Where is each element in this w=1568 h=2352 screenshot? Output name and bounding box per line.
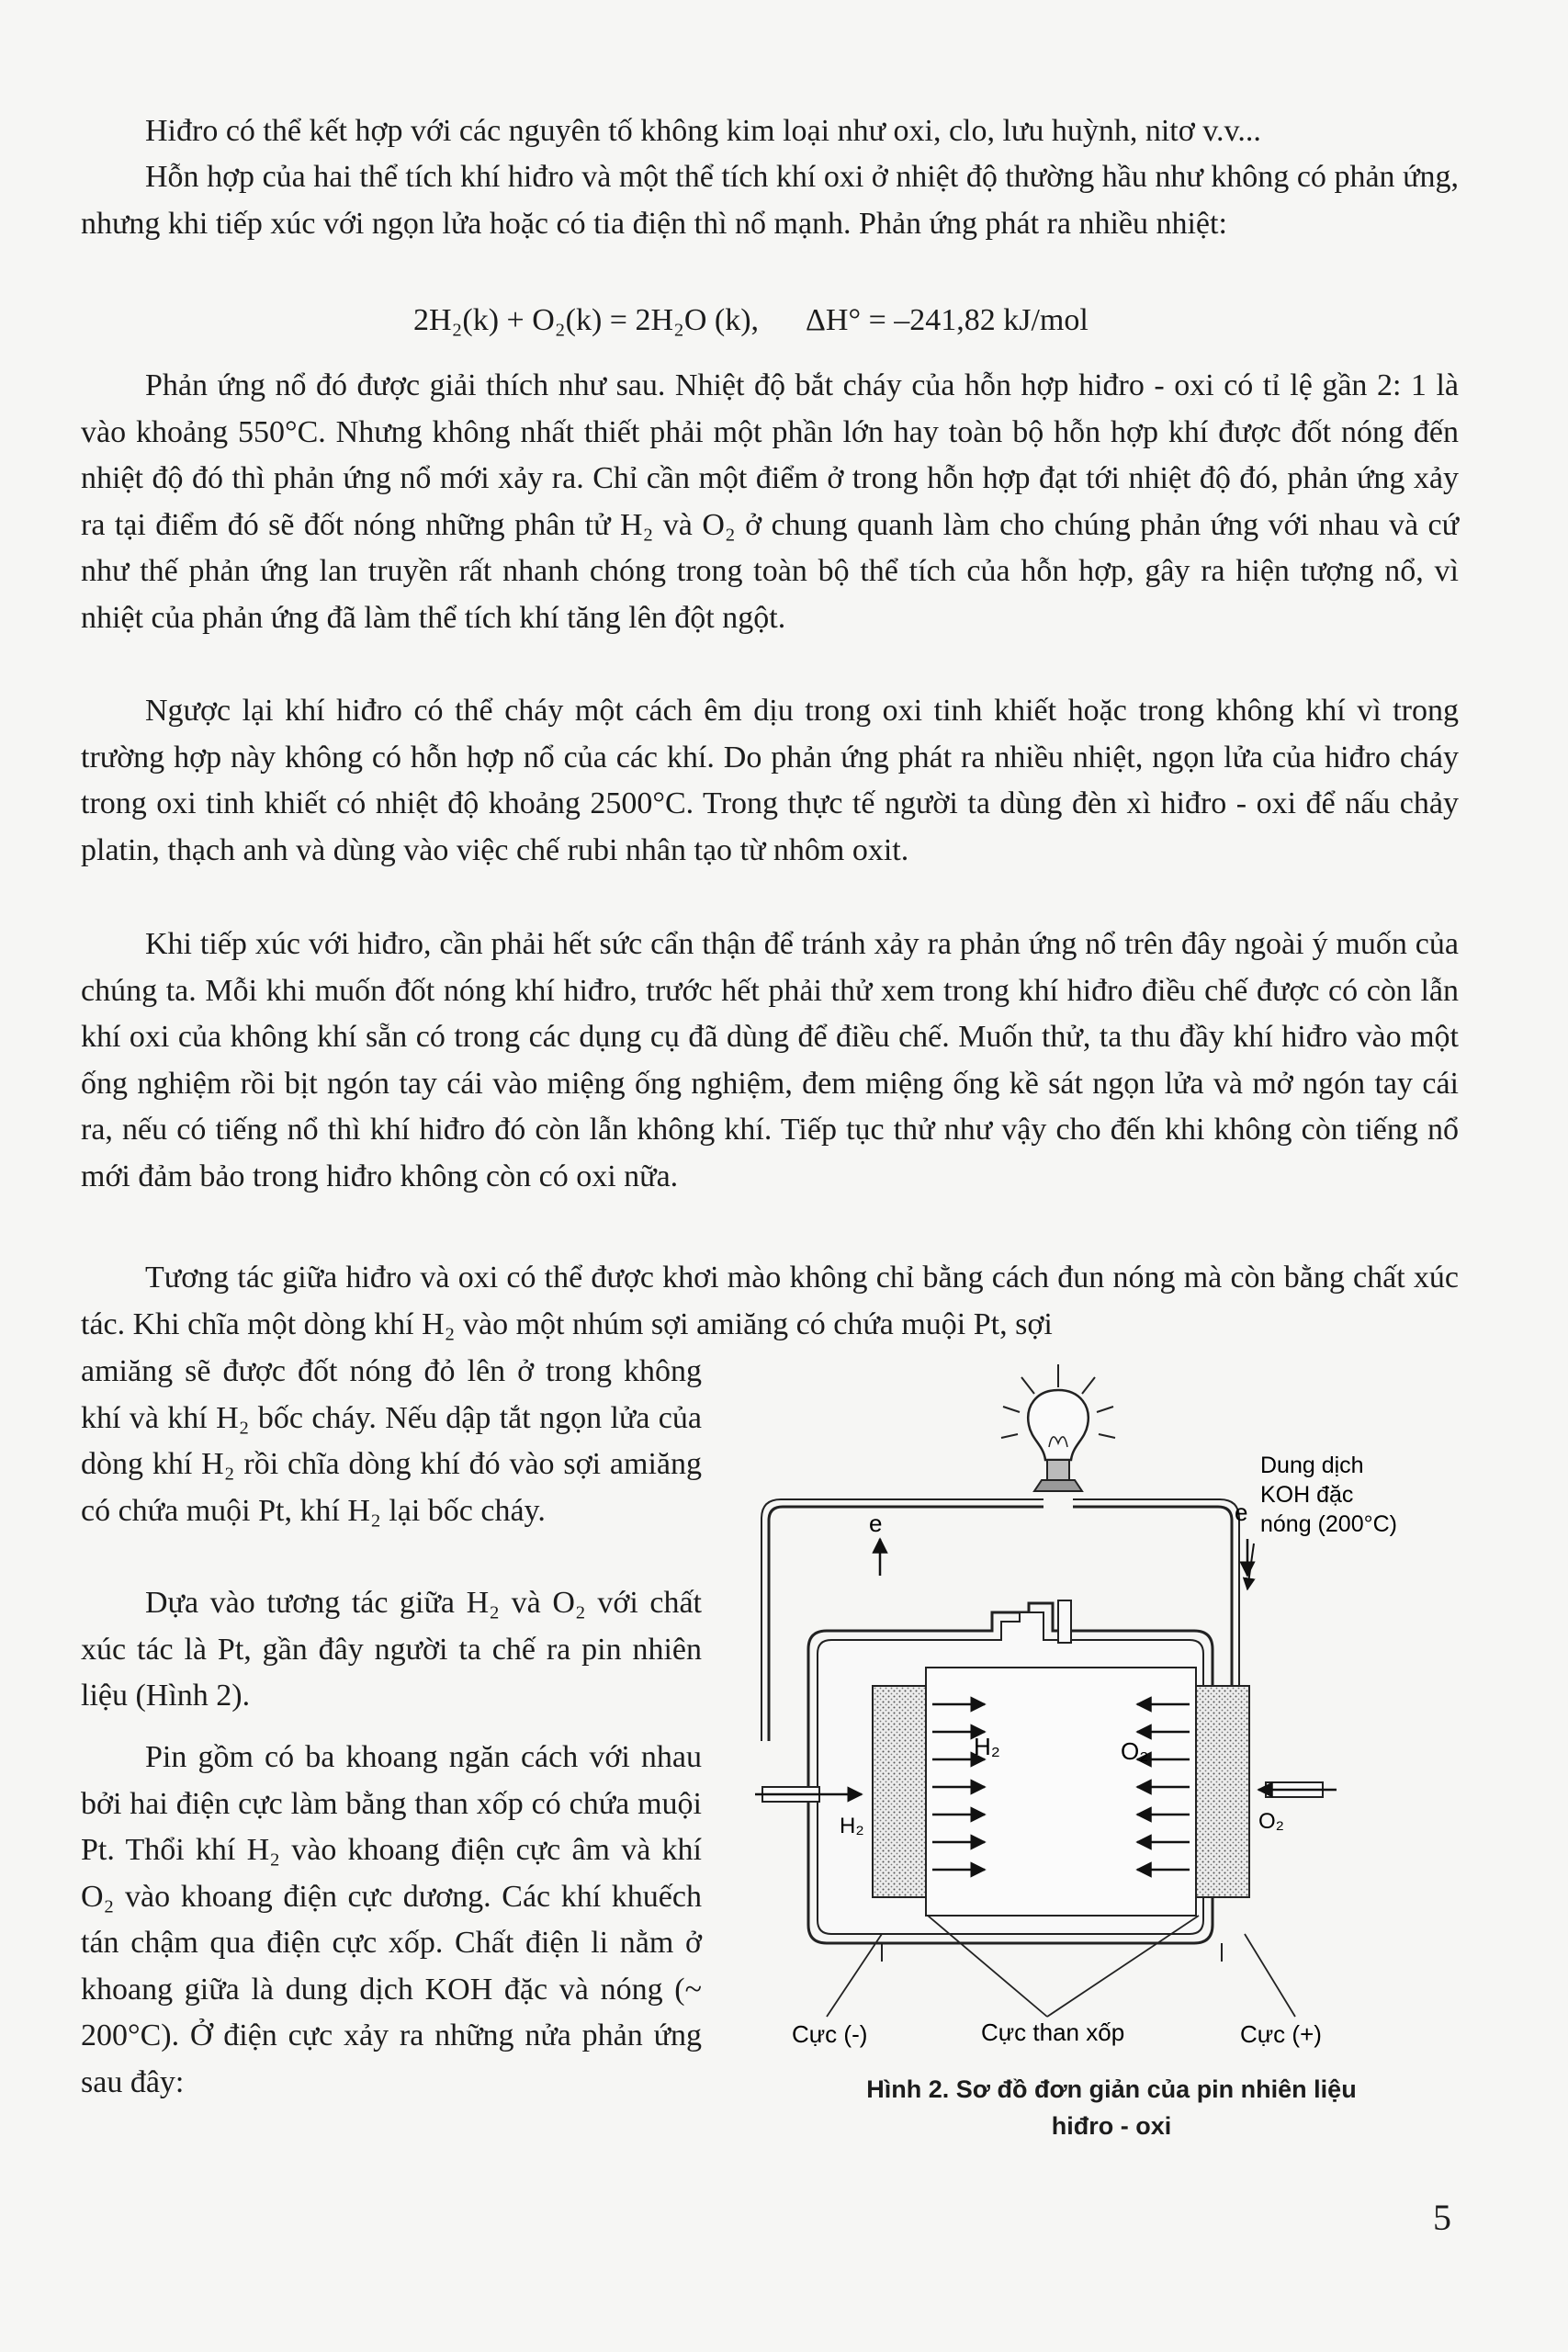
- o2-inlet-label: O₂: [1258, 1809, 1284, 1834]
- h2-chamber-label: H₂: [974, 1733, 1000, 1760]
- positive-electrode: [1196, 1686, 1249, 1897]
- o2-chamber-label: O₂: [1121, 1737, 1149, 1765]
- koh-label-line2: KOH đặc: [1260, 1482, 1354, 1508]
- paragraph-6: Tương tác giữa hiđro và oxi có thể được khơi mào không chỉ bằng cách đun nóng mà còn bằng chất xúc tác. Khi chĩa một dòng khí H₂ vào một nhúm sợi amiăng có chứa muội Pt, sợi: [81, 1261, 1459, 1341]
- paragraph-6-continued: amiăng sẽ được đốt nóng đỏ lên ở trong không khí và khí H₂ bốc cháy. Nếu dập tắt ngọn lửa của dòng khí H₂ rồi chĩa dòng khí đó vào sợi amiăng có chứa muội Pt, khí H₂ lại bốc cháy.: [81, 1354, 702, 1528]
- paragraph-7: Dựa vào tương tác giữa H₂ và O₂ với chất xúc tác là Pt, gần đây người ta chế ra pin nhiên liệu (Hình 2).: [81, 1586, 702, 1713]
- positive-pole-label: Cực (+): [1240, 2020, 1322, 2048]
- vent-tube: [1058, 1600, 1071, 1643]
- paragraph-3: Phản ứng nổ đó được giải thích như sau. Nhiệt độ bắt cháy của hỗn hợp hiđro - oxi có tỉ lệ gần 2: 1 là vào khoảng 550°C. Nhưng không nhất thiết phải một phần lớn hay toàn bộ hỗn hợp khí được đốt nóng đến nhiệt độ đó thì phản ứng nổ mới xảy ra. Chỉ cần một điểm ở trong hỗn hợp đạt tới nhiệt độ đó, phản ứng xảy ra tại điểm đó sẽ đốt nóng những phân tử H₂ và O₂ ở chung quanh làm cho chúng phản ứng với nhau và cứ như thế phản ứng lan truyền rất nhanh chóng trong toàn bộ thể tích của hỗn hợp, gây ra hiện tượng nổ, vì nhiệt của phản ứng đã làm thể tích khí tăng lên đột ngột.: [81, 368, 1459, 635]
- paragraph-4: Ngược lại khí hiđro có thể cháy một cách êm dịu trong oxi tinh khiết hoặc trong không khí vì trong trường hợp này không có hỗn hợp nổ của các khí. Do phản ứng phát ra nhiều nhiệt, ngọn lửa của hiđro cháy trong oxi tinh khiết có nhiệt độ khoảng 2500°C. Trong thực tế người ta dùng đèn xì hiđro - oxi để nấu chảy platin, thạch anh và dùng vào việc chế rubi nhân tạo từ nhôm oxit.: [81, 694, 1459, 867]
- figure-caption: [799, 2071, 1424, 2144]
- negative-electrode: [873, 1686, 926, 1897]
- negative-pointer: [827, 1934, 882, 2017]
- positive-pointer: [1245, 1934, 1295, 2017]
- light-bulb-icon: [1001, 1364, 1115, 1491]
- paragraph-8: Pin gồm có ba khoang ngăn cách với nhau bởi hai điện cực làm bằng than xốp có chứa muội Pt. Thổi khí H₂ vào khoang điện cực âm và khí O₂ vào khoang điện cực dương. Các khí khuếch tán chậm qua điện cực xốp. Chất điện li nằm ở khoang giữa là dung dịch KOH đặc và nóng (~ 200°C). Ở điện cực xảy ra những nửa phản ứng sau đây:: [81, 1740, 702, 2099]
- fuel-cell-diagram: [744, 1337, 1479, 2127]
- koh-label-line1: Dung dịch: [1260, 1453, 1364, 1478]
- porous-carbon-label: Cực than xốp: [981, 2018, 1125, 2046]
- paragraph-5: Khi tiếp xúc với hiđro, cần phải hết sức cẩn thận để tránh xảy ra phản ứng nổ trên đây ngoài ý muốn của chúng ta. Mỗi khi muốn đốt nóng khí hiđro, trước hết phải thử xem trong khí hiđro điều chế được có còn lẫn khí oxi của không khí sẵn có trong các dụng cụ đã dùng để điều chế. Muốn thử, ta thu đầy khí hiđro vào một ống nghiệm rồi bịt ngón tay cái vào miệng ống nghiệm, đem miệng ống kề sát ngọn lửa và mở ngón tay cái ra, nếu có tiếng nổ thì khí hiđro đó còn lẫn không khí. Tiếp tục thử như vậy cho đến khi không còn tiếng nổ mới đảm bảo trong hiđro không còn có oxi nữa.: [81, 927, 1459, 1193]
- o2-inlet: [1258, 1782, 1337, 1797]
- h2-inlet-label: H₂: [840, 1814, 864, 1838]
- reaction-equation: 2H₂(k) + O₂(k) = 2H₂O (k), ΔH° = –241,82 kJ/mol: [413, 303, 1089, 337]
- negative-pole-label: Cực (-): [792, 2020, 868, 2048]
- electron-label-right: e: [1235, 1498, 1248, 1526]
- paragraph-1: Hiđro có thể kết hợp với các nguyên tố không kim loại như oxi, clo, lưu huỳnh, nitơ v.v...: [145, 114, 1261, 148]
- figure-caption-line2: hiđro - oxi: [1051, 2112, 1172, 2140]
- figure-caption-line1: Hình 2. Sơ đồ đơn giản của pin nhiên liệu: [866, 2075, 1357, 2103]
- koh-label-line3: nóng (200°C): [1260, 1511, 1397, 1537]
- electron-label-left: e: [869, 1510, 883, 1537]
- page-number: 5: [1433, 2197, 1451, 2238]
- paragraph-2: Hỗn hợp của hai thể tích khí hiđro và một thể tích khí oxi ở nhiệt độ thường hầu như không có phản ứng, nhưng khi tiếp xúc với ngọn lửa hoặc có tia điện thì nổ mạnh. Phản ứng phát ra nhiều nhiệt:: [81, 160, 1459, 241]
